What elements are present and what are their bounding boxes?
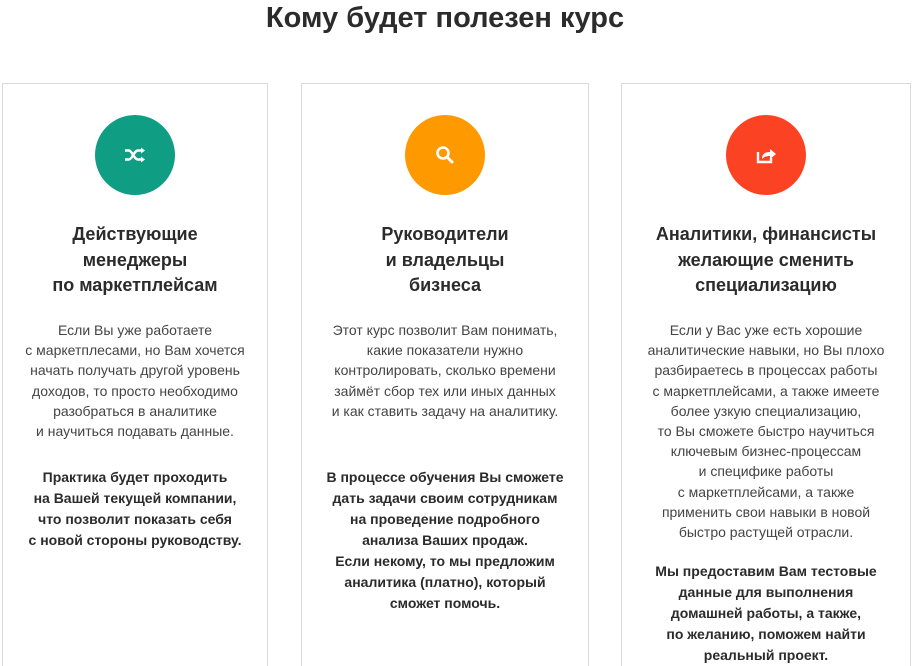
card-description: Если у Вас уже есть хорошие аналитические навыки, но Вы плохо разбираетесь в процессах работы с маркетплейсами, а также имеете более узкую специализацию, то Вы сможете быстро научиться ключевым бизнес-процессам и специфике работы с маркетплейсами, а также применить свои навыки в новой быстро растущей отрасли.	[647, 322, 885, 541]
card-title: Аналитики, финансисты желающие сменить специализацию	[655, 224, 877, 295]
card-highlight: Практика будет проходить на Вашей текущей компании, что позволит показать себя с новой стороны руководству.	[28, 469, 242, 548]
card-description: Этот курс позволит Вам понимать, какие показатели нужно контролировать, сколько времени займёт сбор тех или иных данных и как ставить задачу на аналитику.	[331, 322, 559, 419]
search-icon	[435, 145, 455, 165]
card-icon-circle	[405, 115, 485, 195]
audience-card-owners	[301, 83, 589, 666]
card-highlight: Мы предоставим Вам тестовые данные для выполнения домашней работы, а также, по желанию, поможем найти реальный проект.	[655, 563, 877, 663]
audience-card-analysts	[621, 83, 911, 666]
card-title: Действующие менеджеры по маркетплейсам	[52, 224, 218, 295]
shuffle-icon	[124, 146, 146, 164]
card-icon-circle	[95, 115, 175, 195]
card-description: Если Вы уже работаете с маркетплесами, но Вам хочется начать получать другой уровень доходов, то просто необходимо разобраться в аналитике и научиться подавать данные.	[25, 322, 245, 440]
card-icon-circle	[726, 115, 806, 195]
share-icon	[755, 145, 777, 165]
card-title: Руководители и владельцы бизнеса	[381, 224, 509, 295]
section-title: Кому будет полезен курс	[265, 2, 625, 34]
audience-card-managers	[2, 83, 268, 666]
card-highlight: В процессе обучения Вы сможете дать задачи своим сотрудникам на проведение подробного анализа Ваших продаж. Если некому, то мы предложим аналитика (платно), который сможет помочь.	[326, 469, 564, 611]
